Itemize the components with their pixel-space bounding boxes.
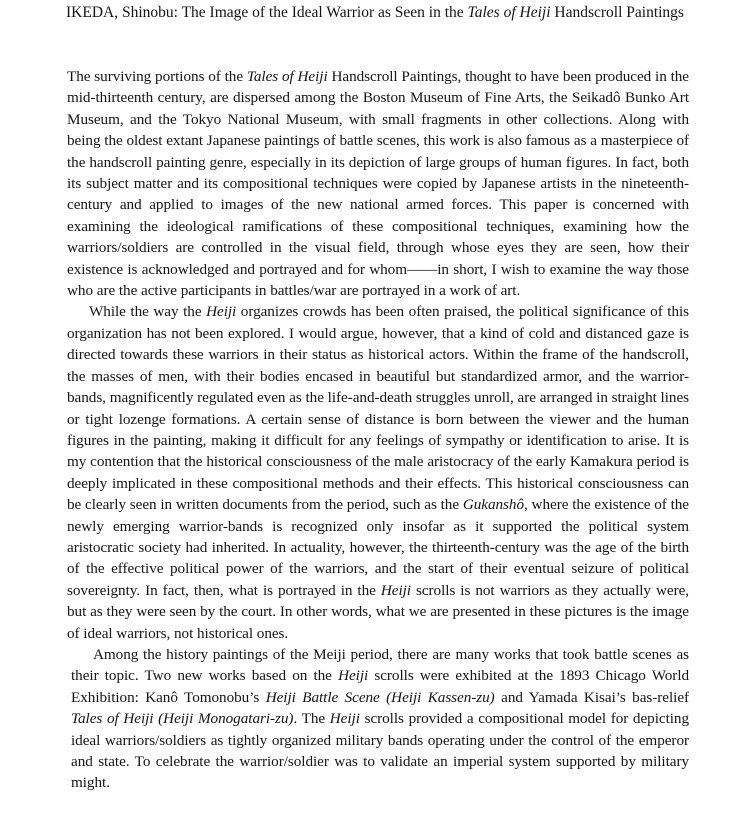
title-text-end: Handscroll Paintings [554,4,684,21]
p3-italic-2: Heiji Battle Scene (Heiji Kassen-zu) [265,688,495,706]
p3-italic-4: Heiji [329,710,360,728]
p2-text-4: scrolls is not warriors as they actually were, but as they were seen by the court. In other words, what we are presented in these pictures is the image of ideal warriors, not historical ones. [67,581,690,642]
title-work-name: Tales of Heiji [467,4,551,21]
p3-text-4: . The [293,710,326,728]
article-title [66,2,748,24]
p3-text-2: scrolls were exhibited at the 1893 Chicago World Exhibition: Kanô Tomonobu’s [71,667,690,706]
title-text-start: The Image of the Ideal Warrior as Seen in the [181,4,464,21]
p1-italic-1: Tales of Heiji [246,68,328,85]
p3-text-5: scrolls provided a compositional model for depicting ideal warriors/soldiers as tightly organized military bands operating under the control of the emperor and state. To celebrate the warrior/soldier was to validate an imperial system supported by military might. [71,710,689,792]
p2-text-1: While the way the [89,303,202,321]
p1-text-1: The surviving portions of the [67,68,244,85]
p2-italic-2: Gukanshô [462,496,525,514]
author-name: IKEDA, Shinobu: [66,4,178,21]
p3-text-3: and Yamada Kisai’s bas-relief [501,688,690,706]
abstract-body [67,66,689,794]
p2-italic-1: Heiji [206,303,237,321]
paragraph-1 [67,66,689,301]
p2-text-3: , where the existence of the newly emerging warrior-bands is recognized only insofar as it supported the political system aristocratic society had inherited. In actuality, however, the thirteenth-century was the age of the birth of the effective political power of the warriors, and the start of their eventual seizure of political sovereignty. In fact, then, what is portrayed in the [67,496,689,599]
paragraph-2 [67,301,689,644]
p3-italic-1: Heiji [338,667,369,685]
p2-italic-3: Heiji [380,581,411,599]
p3-italic-3: Tales of Heiji (Heiji Monogatari-zu) [71,710,294,728]
p3-text-1: Among the history paintings of the Meiji period, there are many works that took battle scenes as their topic. Two new works based on the [71,645,689,685]
p2-text-2: organizes crowds has been often praised, the political significance of this organization has not been explored. I would argue, however, that a kind of cold and distanced gaze is directed towards these warriors in their status as historical actors. Within the frame of the handscroll, the masses of men, with their bodies encased in beautiful but standardized armor, and the warrior-bands, magnificently regulated even as the life-and-death struggles unroll, are arranged in straight lines or tight lozenge formations. A certain sense of distance is born between the viewer and the human figures in the painting, making it difficult for any feelings of sympathy or identification to arise. It is my contention that the historical consciousness of the male aristocracy of the early Kamakura period is deeply implicated in these compositional methods and their effects. This historical consciousness can be clearly seen in written documents from the period, such as the [67,303,690,514]
paragraph-3 [71,644,689,794]
p1-text-2: Handscroll Paintings, thought to have been produced in the mid-thirteenth century, are dispersed among the Boston Museum of Fine Arts, the Seikadô Bunko Art Museum, and the Tokyo National Museum, with small fragments in other collections. Along with being the oldest extant Japanese paintings of battle scenes, this work is also famous as a masterpiece of the handscroll painting genre, especially in its depiction of large groups of human figures. In fact, both its subject matter and its compositional techniques were copied by Japanese artists in the nineteenth-century and applied to images of the new national armed forces. This paper is concerned with examining the ideological ramifications of these compositional techniques, examining how the warriors/soldiers are controlled in the visual field, through whose eyes they are seen, how their existence is acknowledged and portrayed and for whom——in short, I wish to examine the way those who are the active participants in battles/war are portrayed in a work of art. [67,68,690,300]
